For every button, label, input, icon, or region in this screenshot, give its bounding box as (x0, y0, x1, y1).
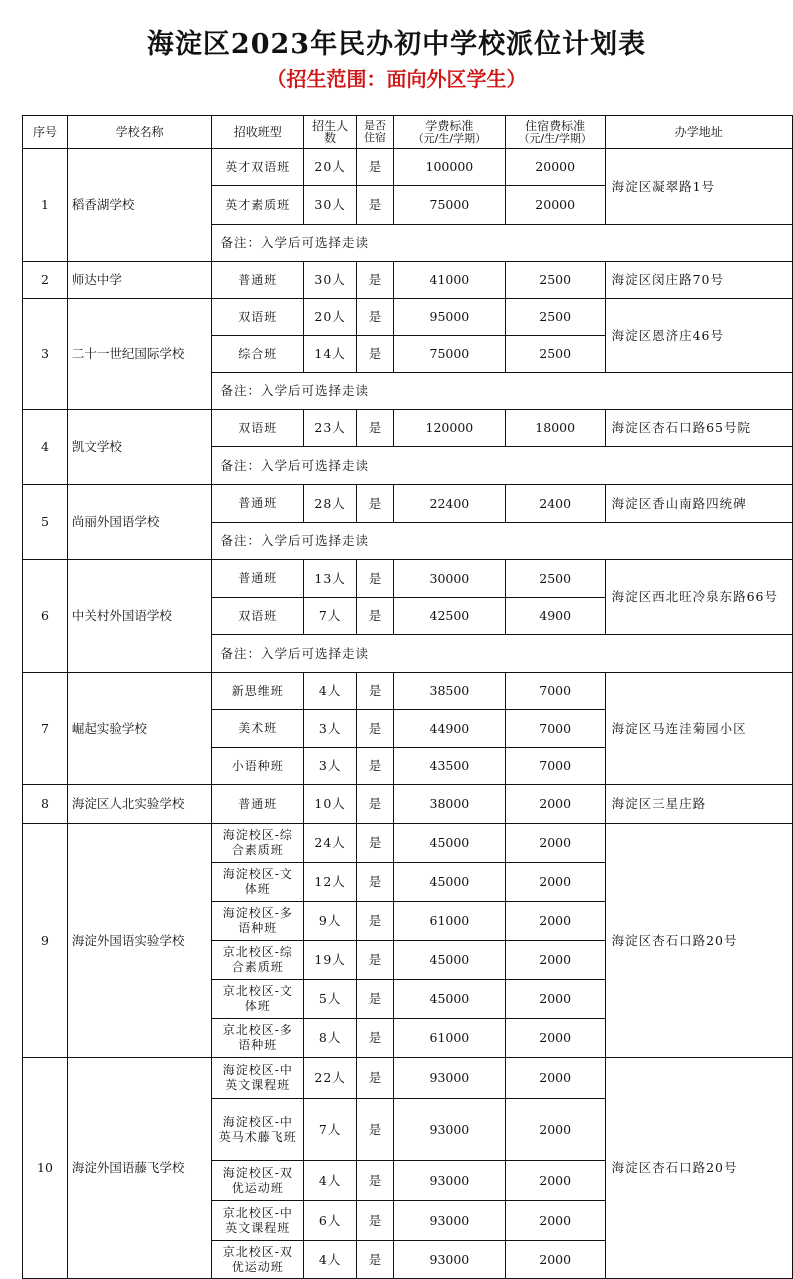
boarding: 是 (357, 336, 394, 373)
quota: 20人 (304, 299, 357, 336)
class-type: 海淀校区-中英马术藤飞班 (212, 1099, 304, 1161)
dorm-fee: 2000 (505, 1201, 605, 1241)
header-tuition: 学费标准 （元/生/学期） (394, 116, 506, 149)
tuition-fee: 44900 (394, 710, 506, 748)
quota: 12人 (304, 863, 357, 902)
table-row (23, 410, 793, 447)
placement-table (22, 115, 793, 1279)
school-address: 海淀区三星庄路 (605, 785, 792, 824)
boarding: 是 (357, 748, 394, 785)
school-name: 二十一世纪国际学校 (67, 299, 212, 410)
class-type: 普通班 (212, 262, 304, 299)
class-type: 小语种班 (212, 748, 304, 785)
table-header-row (23, 116, 793, 149)
tuition-fee: 95000 (394, 299, 506, 336)
school-note: 备注：入学后可选择走读 (212, 373, 793, 410)
boarding: 是 (357, 824, 394, 863)
table-row (23, 824, 793, 863)
quota: 13人 (304, 560, 357, 598)
class-type: 双语班 (212, 299, 304, 336)
school-address: 海淀区杏石口路20号 (605, 824, 792, 1058)
dorm-fee: 2000 (505, 941, 605, 980)
boarding: 是 (357, 1201, 394, 1241)
tuition-fee: 42500 (394, 598, 506, 635)
table-row (23, 299, 793, 336)
dorm-fee: 2000 (505, 1161, 605, 1201)
dorm-fee: 2000 (505, 863, 605, 902)
class-type: 京北校区-综合素质班 (212, 941, 304, 980)
dorm-fee: 2000 (505, 1099, 605, 1161)
school-index: 6 (23, 560, 68, 673)
dorm-fee: 2000 (505, 980, 605, 1019)
table-row (23, 485, 793, 523)
quota: 7人 (304, 598, 357, 635)
school-note: 备注：入学后可选择走读 (212, 523, 793, 560)
table-row (23, 1058, 793, 1099)
class-type: 海淀校区-中英文课程班 (212, 1058, 304, 1099)
page-subtitle: （招生范围：面向外区学生） (266, 67, 527, 91)
quota: 6人 (304, 1201, 357, 1241)
class-type: 京北校区-文体班 (212, 980, 304, 1019)
quota: 30人 (304, 186, 357, 225)
boarding: 是 (357, 710, 394, 748)
quota: 7人 (304, 1099, 357, 1161)
class-type: 普通班 (212, 785, 304, 824)
school-index: 4 (23, 410, 68, 485)
boarding: 是 (357, 902, 394, 941)
boarding: 是 (357, 785, 394, 824)
dorm-fee: 2000 (505, 902, 605, 941)
school-note: 备注：入学后可选择走读 (212, 225, 793, 262)
boarding: 是 (357, 1161, 394, 1201)
quota: 24人 (304, 824, 357, 863)
boarding: 是 (357, 941, 394, 980)
school-index: 7 (23, 673, 68, 785)
school-index: 10 (23, 1058, 68, 1279)
school-name: 中关村外国语学校 (67, 560, 212, 673)
quota: 4人 (304, 673, 357, 710)
class-type: 海淀校区-多语种班 (212, 902, 304, 941)
header-school: 学校名称 (67, 116, 212, 149)
boarding: 是 (357, 1099, 394, 1161)
dorm-fee: 2000 (505, 1019, 605, 1058)
boarding: 是 (357, 598, 394, 635)
class-type: 京北校区-双优运动班 (212, 1241, 304, 1279)
tuition-fee: 45000 (394, 941, 506, 980)
school-index: 9 (23, 824, 68, 1058)
school-index: 2 (23, 262, 68, 299)
class-type: 海淀校区-综合素质班 (212, 824, 304, 863)
tuition-fee: 93000 (394, 1099, 506, 1161)
dorm-fee: 2000 (505, 1241, 605, 1279)
tuition-fee: 120000 (394, 410, 506, 447)
quota: 4人 (304, 1161, 357, 1201)
quota: 8人 (304, 1019, 357, 1058)
dorm-fee: 7000 (505, 710, 605, 748)
class-type: 海淀校区-双优运动班 (212, 1161, 304, 1201)
header-boarding: 是否 住宿 (357, 116, 394, 149)
quota: 3人 (304, 748, 357, 785)
table-row (23, 785, 793, 824)
boarding: 是 (357, 262, 394, 299)
class-type: 英才双语班 (212, 149, 304, 186)
school-address: 海淀区恩济庄46号 (605, 299, 792, 373)
school-address: 海淀区闵庄路70号 (605, 262, 792, 299)
tuition-fee: 22400 (394, 485, 506, 523)
quota: 19人 (304, 941, 357, 980)
boarding: 是 (357, 980, 394, 1019)
boarding: 是 (357, 149, 394, 186)
school-address: 海淀区西北旺冷泉东路66号 (605, 560, 792, 635)
dorm-fee: 2000 (505, 1058, 605, 1099)
tuition-fee: 93000 (394, 1058, 506, 1099)
quota: 23人 (304, 410, 357, 447)
boarding: 是 (357, 186, 394, 225)
quota: 3人 (304, 710, 357, 748)
dorm-fee: 20000 (505, 149, 605, 186)
tuition-fee: 43500 (394, 748, 506, 785)
school-name: 海淀区人北实验学校 (67, 785, 212, 824)
school-index: 1 (23, 149, 68, 262)
class-type: 综合班 (212, 336, 304, 373)
class-type: 普通班 (212, 485, 304, 523)
tuition-fee: 45000 (394, 980, 506, 1019)
dorm-fee: 2500 (505, 560, 605, 598)
quota: 20人 (304, 149, 357, 186)
quota: 5人 (304, 980, 357, 1019)
school-note: 备注：入学后可选择走读 (212, 447, 793, 485)
school-name: 凯文学校 (67, 410, 212, 485)
school-name: 稻香湖学校 (67, 149, 212, 262)
school-index: 3 (23, 299, 68, 410)
tuition-fee: 41000 (394, 262, 506, 299)
quota: 10人 (304, 785, 357, 824)
quota: 22人 (304, 1058, 357, 1099)
boarding: 是 (357, 410, 394, 447)
dorm-fee: 2500 (505, 299, 605, 336)
table-row (23, 262, 793, 299)
quota: 28人 (304, 485, 357, 523)
header-index: 序号 (23, 116, 68, 149)
table-row (23, 560, 793, 598)
class-type: 普通班 (212, 560, 304, 598)
tuition-fee: 30000 (394, 560, 506, 598)
class-type: 双语班 (212, 598, 304, 635)
quota: 9人 (304, 902, 357, 941)
class-type: 京北校区-中英文课程班 (212, 1201, 304, 1241)
tuition-fee: 61000 (394, 902, 506, 941)
dorm-fee: 2500 (505, 262, 605, 299)
class-type: 美术班 (212, 710, 304, 748)
boarding: 是 (357, 863, 394, 902)
school-name: 海淀外国语实验学校 (67, 824, 212, 1058)
boarding: 是 (357, 1019, 394, 1058)
tuition-fee: 61000 (394, 1019, 506, 1058)
boarding: 是 (357, 299, 394, 336)
header-class-type: 招收班型 (212, 116, 304, 149)
class-type: 新思维班 (212, 673, 304, 710)
dorm-fee: 2500 (505, 336, 605, 373)
dorm-fee: 18000 (505, 410, 605, 447)
school-name: 崛起实验学校 (67, 673, 212, 785)
quota: 30人 (304, 262, 357, 299)
header-quota: 招生人 数 (304, 116, 357, 149)
page-title: 海淀区2023年民办初中学校派位计划表 (146, 29, 647, 60)
school-address: 海淀区凝翠路1号 (605, 149, 792, 225)
tuition-fee: 38500 (394, 673, 506, 710)
tuition-fee: 75000 (394, 186, 506, 225)
boarding: 是 (357, 1058, 394, 1099)
quota: 4人 (304, 1241, 357, 1279)
school-index: 5 (23, 485, 68, 560)
tuition-fee: 93000 (394, 1201, 506, 1241)
table-row (23, 673, 793, 710)
boarding: 是 (357, 485, 394, 523)
school-index: 8 (23, 785, 68, 824)
school-address: 海淀区杏石口路20号 (605, 1058, 792, 1279)
header-address: 办学地址 (605, 116, 792, 149)
class-type: 京北校区-多语种班 (212, 1019, 304, 1058)
tuition-fee: 75000 (394, 336, 506, 373)
tuition-fee: 93000 (394, 1241, 506, 1279)
dorm-fee: 20000 (505, 186, 605, 225)
school-note: 备注：入学后可选择走读 (212, 635, 793, 673)
table-row (23, 149, 793, 186)
tuition-fee: 45000 (394, 824, 506, 863)
dorm-fee: 2000 (505, 824, 605, 863)
header-dorm-fee: 住宿费标准 （元/生/学期） (505, 116, 605, 149)
school-address: 海淀区香山南路四统碑 (605, 485, 792, 523)
tuition-fee: 93000 (394, 1161, 506, 1201)
dorm-fee: 4900 (505, 598, 605, 635)
class-type: 双语班 (212, 410, 304, 447)
dorm-fee: 2000 (505, 785, 605, 824)
boarding: 是 (357, 560, 394, 598)
boarding: 是 (357, 1241, 394, 1279)
tuition-fee: 38000 (394, 785, 506, 824)
school-name: 尚丽外国语学校 (67, 485, 212, 560)
dorm-fee: 2400 (505, 485, 605, 523)
school-name: 师达中学 (67, 262, 212, 299)
school-name: 海淀外国语藤飞学校 (67, 1058, 212, 1279)
dorm-fee: 7000 (505, 673, 605, 710)
class-type: 英才素质班 (212, 186, 304, 225)
tuition-fee: 100000 (394, 149, 506, 186)
quota: 14人 (304, 336, 357, 373)
boarding: 是 (357, 673, 394, 710)
school-address: 海淀区杏石口路65号院 (605, 410, 792, 447)
school-address: 海淀区马连洼菊园小区 (605, 673, 792, 785)
class-type: 海淀校区-文体班 (212, 863, 304, 902)
dorm-fee: 7000 (505, 748, 605, 785)
tuition-fee: 45000 (394, 863, 506, 902)
